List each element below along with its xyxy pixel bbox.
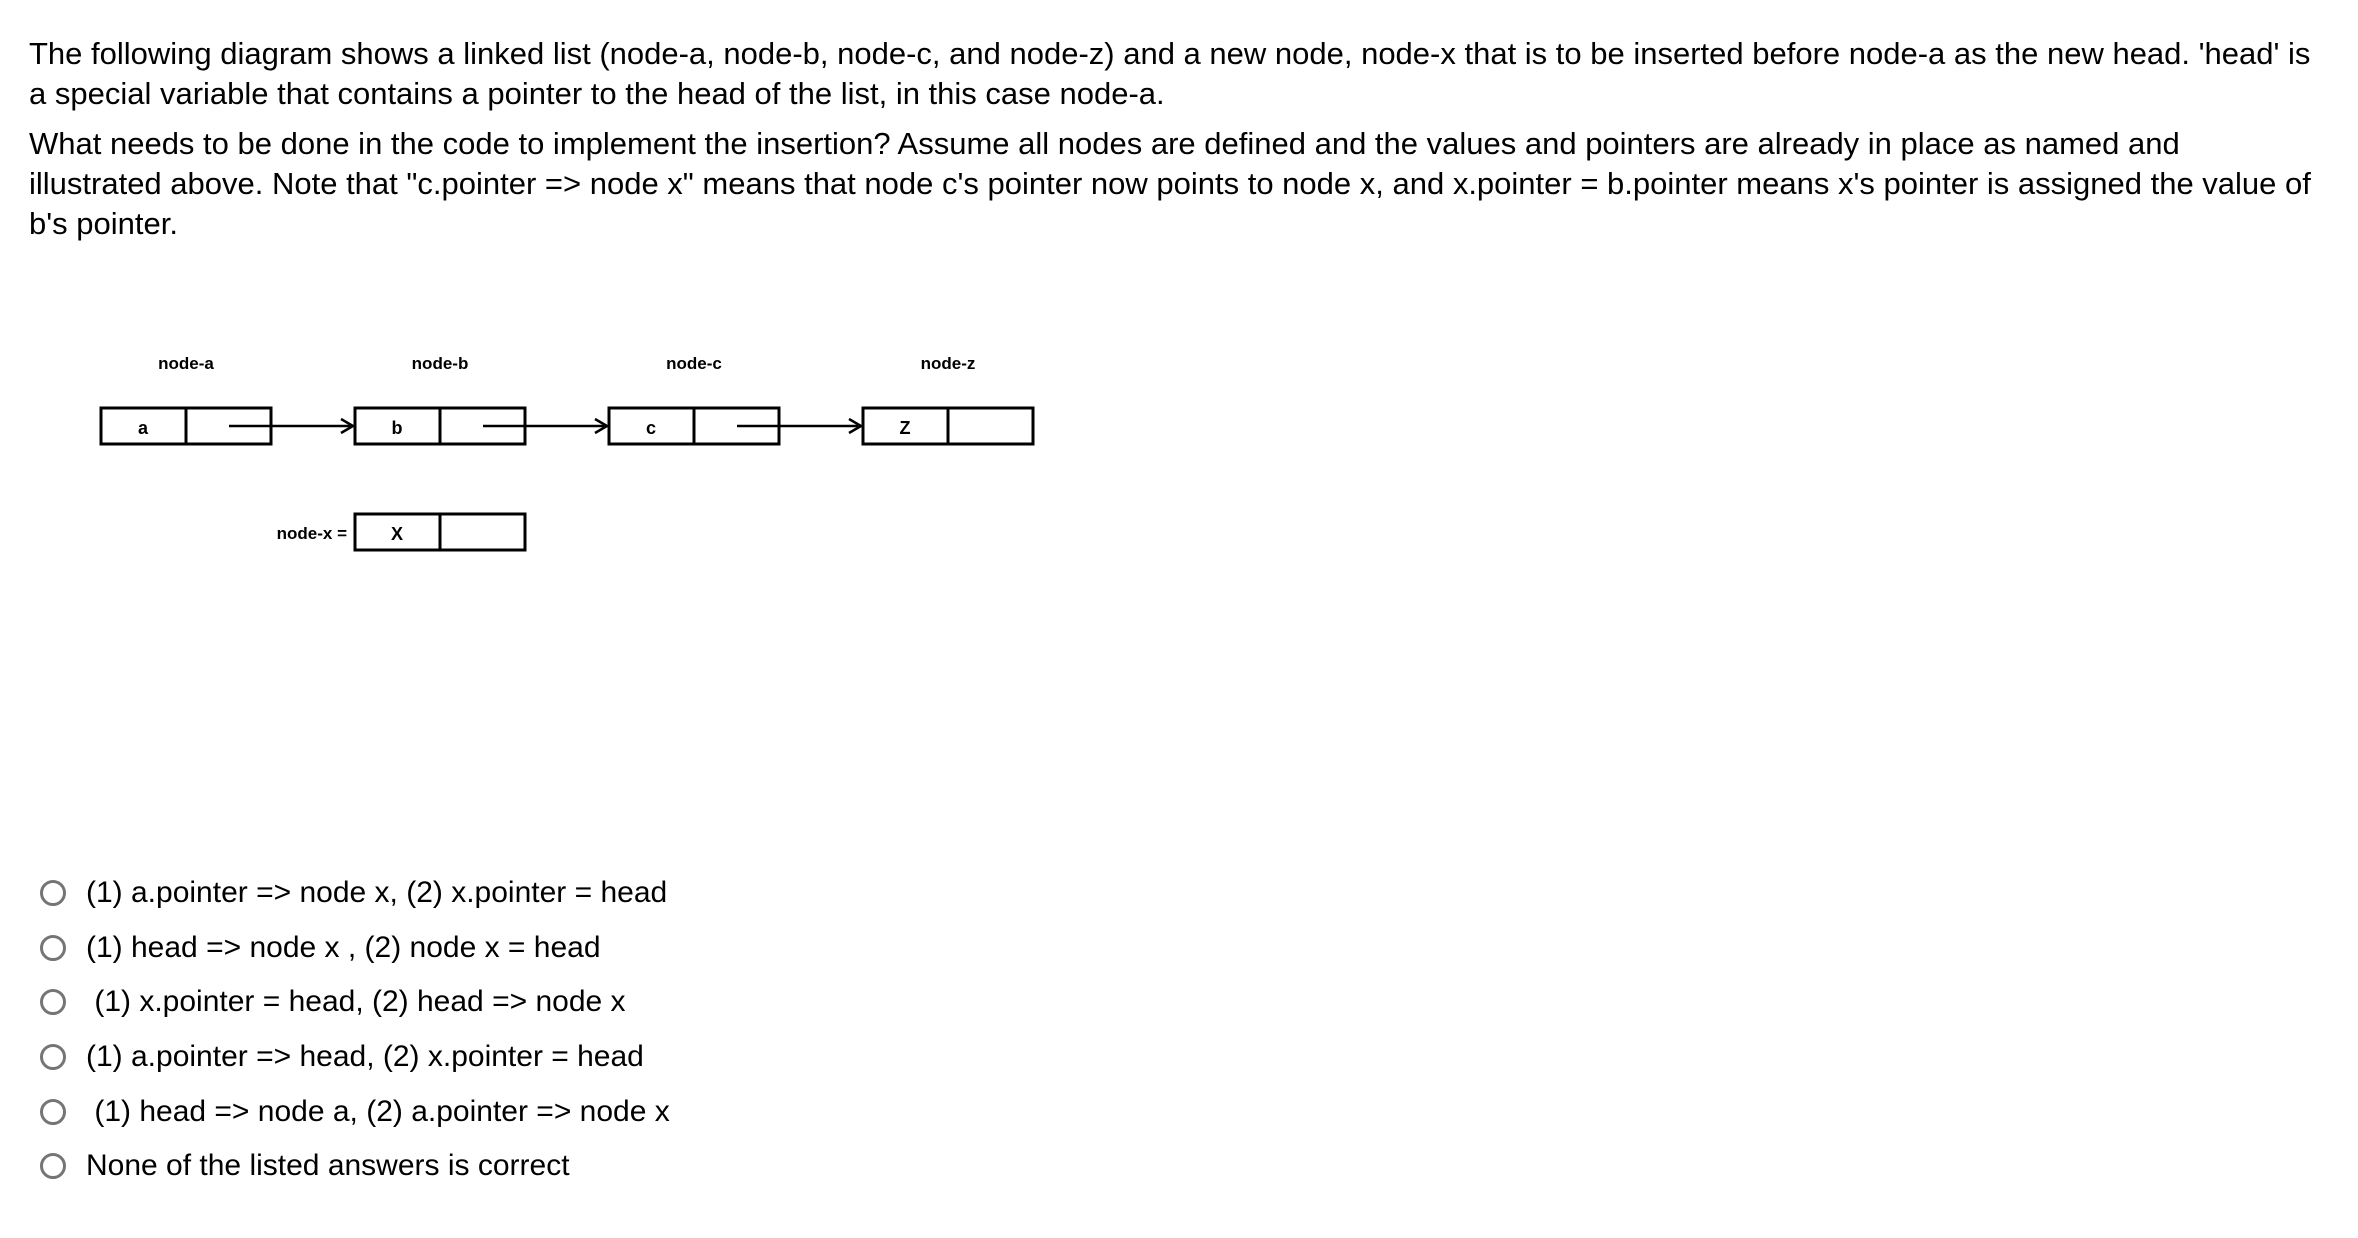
radio-button[interactable] [40,880,66,906]
question-paragraph-2: What needs to be done in the code to implement the insertion? Assume all nodes are defined and the values and pointers are already in place as named and illustrated above. Note that "c.pointer => node x" means that node c's pointer now points to node x, and x.pointer = b.pointer means x's pointer is assigned the value of b's pointer. [29,126,2311,241]
radio-button[interactable] [40,935,66,961]
question-text [29,34,2319,254]
answer-option-label: (1) x.pointer = head, (2) head => node x [86,985,626,1019]
node-b-value: b [391,418,403,438]
question-paragraph-1: The following diagram shows a linked list (node-a, node-b, node-c, and node-z) and a new node, node-x that is to be inserted before node-a as the new head. 'head' is a special variable that contains a pointer to the head of the list, in this case node-a. [29,36,2311,111]
node-x-value: X [390,524,404,544]
answer-option-label: (1) head => node a, (2) a.pointer => node x [86,1094,670,1128]
answer-option-1[interactable] [40,866,670,921]
radio-button[interactable] [40,989,66,1015]
node-x-box [355,514,525,550]
answer-option-label: (1) a.pointer => node x, (2) x.pointer = head [86,876,668,910]
answer-option-6[interactable] [40,1139,670,1194]
node-z-value: Z [899,418,911,438]
node-a-value: a [137,418,149,438]
radio-button[interactable] [40,1044,66,1070]
node-a-label: node-a [158,354,214,373]
node-b-label: node-b [411,354,469,373]
answer-option-label: (1) head => node x , (2) node x = head [86,930,601,964]
answer-option-2[interactable] [40,921,670,976]
node-c-label: node-c [666,354,722,373]
node-z-label: node-z [920,354,976,373]
radio-button[interactable] [40,1153,66,1179]
answer-option-3[interactable] [40,975,670,1030]
answer-option-4[interactable] [40,1030,670,1085]
node-c-value: c [645,418,657,438]
answer-option-5[interactable] [40,1084,670,1139]
linked-list-diagram [0,330,1100,570]
node-x-label: node-x = [276,524,347,543]
answer-option-label: None of the listed answers is correct [86,1149,570,1183]
radio-button[interactable] [40,1099,66,1125]
answer-options [40,866,670,1194]
node-z-box [863,408,1033,444]
answer-option-label: (1) a.pointer => head, (2) x.pointer = head [86,1040,644,1074]
